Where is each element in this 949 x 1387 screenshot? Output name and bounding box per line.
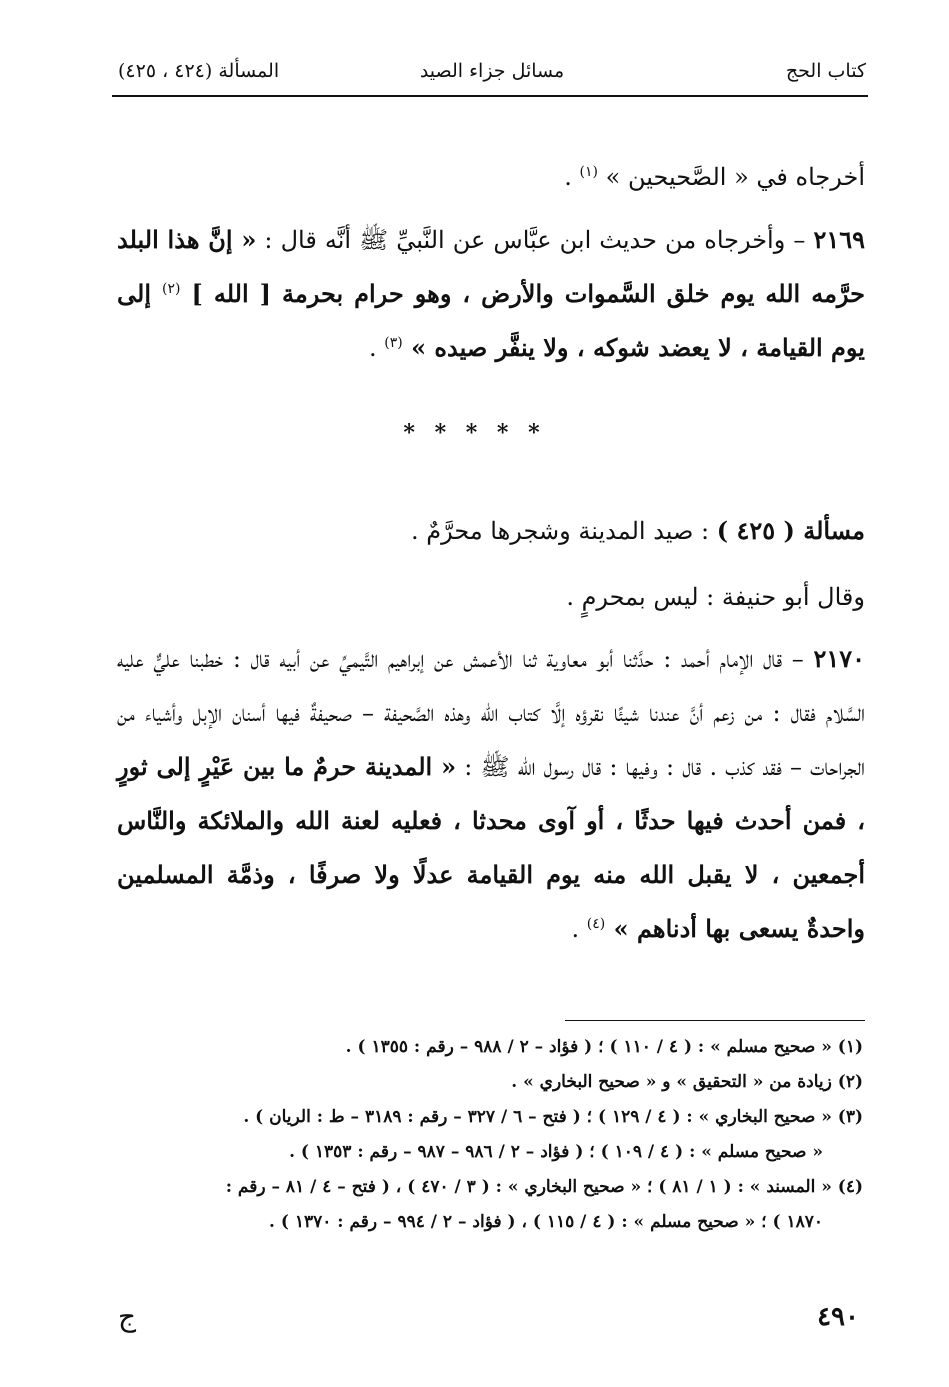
footnotes: [115, 1030, 863, 1240]
issue-425-heading: [117, 504, 865, 558]
paragraph-continuation: [117, 150, 865, 204]
footnote-line: (٤) « المسند » : ( ١ / ٨١ ) ؛ « صحيح البخاري » : ( ٣ / ٤٧٠ ) ، ( فتح – ٤ / ٨١ – رقم :: [225, 1177, 863, 1197]
header-divider: [112, 95, 868, 97]
issue-label: مسألة ( ٤٢٥ ): [716, 516, 865, 545]
hadith-2169: [117, 213, 865, 375]
hadith-text: « إنَّ هذا البلد حرَّمه الله يوم خلق السَّموات والأرض ، وهو حرام بحرمة [ الله ]: [117, 225, 866, 308]
footnote-ref-4: (٤): [586, 916, 606, 932]
paragraph-end: .: [368, 334, 385, 362]
running-header: [118, 56, 866, 92]
hadith-number: ٢١٦٩: [813, 225, 865, 254]
footnote-divider: [565, 1020, 865, 1021]
hadith-chain: – قال الإمام أحمد : حدَّثنا أبو معاوية ثنا الأعمش عن إبراهيم التَّيميِّ عن أبيه قال : خطبنا عليٌّ عليه السَّلام فقال : من زعم أنَّ عندنا شيئًا نقرؤه إلَّا كتاب الله وهذه الصَّحيفة – صحيفةٌ فيها أسنان الإبل وأشياء من الجراحات – فقد كذب . قال : وفيها : قال رسول الله ﷺ :: [117, 645, 866, 781]
header-book-title: كتاب الحج: [785, 60, 866, 82]
paragraph-end: .: [571, 915, 587, 943]
hadith-text: « المدينة حرمٌ ما بين عَيْرٍ إلى ثورٍ ، فمن أحدث فيها حدثًا ، أو آوى محدثا ، فعليه لعنة الله والملائكة والنَّاس أجمعين ، لا يقبل الله منه يوم القيامة عدلًا ولا صرفًا ، وذمَّة المسلمين واحدةٌ يسعى بها أدناهم »: [117, 752, 865, 943]
header-chapter-title: مسائل جزاء الصيد: [419, 60, 565, 82]
abu-hanifa-opinion: [117, 570, 865, 624]
opinion-text: وقال أبو حنيفة : ليس بمحرمٍ .: [566, 583, 865, 611]
footnote-line: (٢) زيادة من « التحقيق » و « صحيح البخاري » .: [511, 1072, 863, 1092]
footnote-line: « صحيح مسلم » : ( ٤ / ١٠٩ ) ؛ ( فؤاد – ٢ / ٩٨٦ – ٩٨٧ – رقم : ١٣٥٣ ) .: [289, 1142, 823, 1162]
footnote-line: ١٨٧٠ ) ؛ « صحيح مسلم » : ( ٤ / ١١٥ ) ، ( فؤاد – ٢ / ٩٩٤ – رقم : ١٣٧٠ ) .: [269, 1212, 823, 1232]
paragraph-end: .: [564, 163, 580, 191]
paragraph-text: أخرجاه في « الصَّحيحين »: [598, 163, 865, 191]
header-issue-range: المسألة (٤٢٤ ، ٤٢٥): [118, 60, 280, 82]
footnote-ref-2: (٢): [162, 281, 181, 297]
footnote-ref-1: (١): [579, 164, 598, 180]
footnote-line: (١) « صحيح مسلم » : ( ٤ / ١١٠ ) ؛ ( فؤاد – ٢ / ٩٨٨ – رقم : ١٣٥٥ ) .: [345, 1037, 863, 1057]
issue-statement: : صيد المدينة وشجرها محرَّمٌ .: [410, 517, 717, 545]
section-separator: * * * * *: [403, 420, 546, 446]
page-number: ٤٩٠: [817, 1302, 859, 1332]
hadith-number: ٢١٧٠: [813, 644, 865, 673]
footnote-ref-3: (٣): [384, 335, 403, 351]
footnote-line: (٣) « صحيح البخاري » : ( ٤ / ١٢٩ ) ؛ ( فتح – ٦ / ٣٢٧ – رقم : ٣١٨٩ – ط : الريان ) .: [243, 1107, 863, 1127]
hadith-text-cont: إلى يوم القيامة ، لا يعضد شوكه ، ولا ينفَّر صيده »: [117, 279, 865, 362]
hadith-2170: [117, 632, 865, 956]
signature-mark: ج: [118, 1300, 137, 1333]
hadith-chain: – وأخرجاه من حديث ابن عبَّاس عن النَّبيِّ ﷺ أنَّه قال :: [256, 226, 814, 254]
